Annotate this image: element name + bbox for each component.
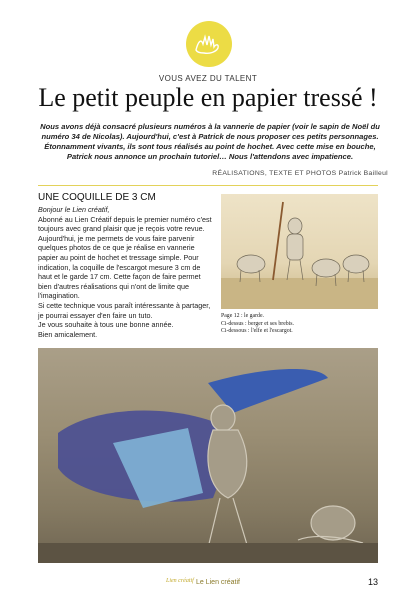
footer-logo: Lien créatif (166, 578, 194, 584)
section-kicker: VOUS AVEZ DU TALENT (158, 74, 258, 83)
footer-brand: Le Lien créatif (196, 579, 240, 586)
talent-logo (186, 21, 232, 67)
credits-line: RÉALISATIONS, TEXTE ET PHOTOS Patrick Bailleul (212, 170, 388, 177)
hand-icon (192, 32, 226, 56)
divider (38, 185, 378, 186)
elf-snail-photo (38, 348, 378, 563)
page-title: Le petit peuple en papier tressé ! (38, 83, 378, 112)
page-number: 13 (367, 577, 378, 587)
intro-text: Nous avons déjà consacré plusieurs numéros à la vannerie de papier (voir le sapin de Noël du numéro 34 de Nicolas). Aujourd'hui, c'est à Patrick de nous proposer ces petits personnages. Étonnamment vivants, ils sont tous réalisés au point de hochet. Avec cette mise en bouche, Patrick nous annonce un prochain tutoriel… Nous l'attendons avec impatience. (40, 122, 380, 161)
article-paragraph: Je vous souhaite à tous une bonne année. (38, 320, 174, 330)
article-paragraph: Si cette technique vous paraît intéressante à partager, je pourrai essayer d'en faire un tuto. (38, 300, 211, 320)
shepherd-sheep-photo (221, 194, 378, 309)
photo-caption (221, 313, 378, 336)
caption-line: Page 12 : le garde. (221, 313, 264, 319)
article-body (38, 192, 216, 339)
caption-line: Ci-dessous : l'elfe et l'escargot. (221, 328, 293, 335)
article-paragraph: Abonné au Lien Créatif depuis le premier numéro c'est toujours avec grand plaisir que je reçois votre revue. (38, 214, 212, 234)
article-paragraph: Aujourd'hui, je me permets de vous faire parvenir quelques photos de ce que je réalise en vannerie papier au point de hochet et tressage simple. Pour indication, la coquille de l'escargot mesure 3 cm de haut et le garde 17 cm. Cette façon de faire permet bien d'autres réalisations qui n'ont de limite que l'imagination. (38, 233, 201, 301)
article-paragraph: Bien amicalement. (38, 329, 98, 339)
article-subhead: UNE COQUILLE DE 3 CM (38, 192, 156, 203)
greeting: Bonjour le Lien créatif, (38, 205, 110, 214)
caption-line: Ci-dessus : berger et ses brebis. (221, 320, 294, 327)
